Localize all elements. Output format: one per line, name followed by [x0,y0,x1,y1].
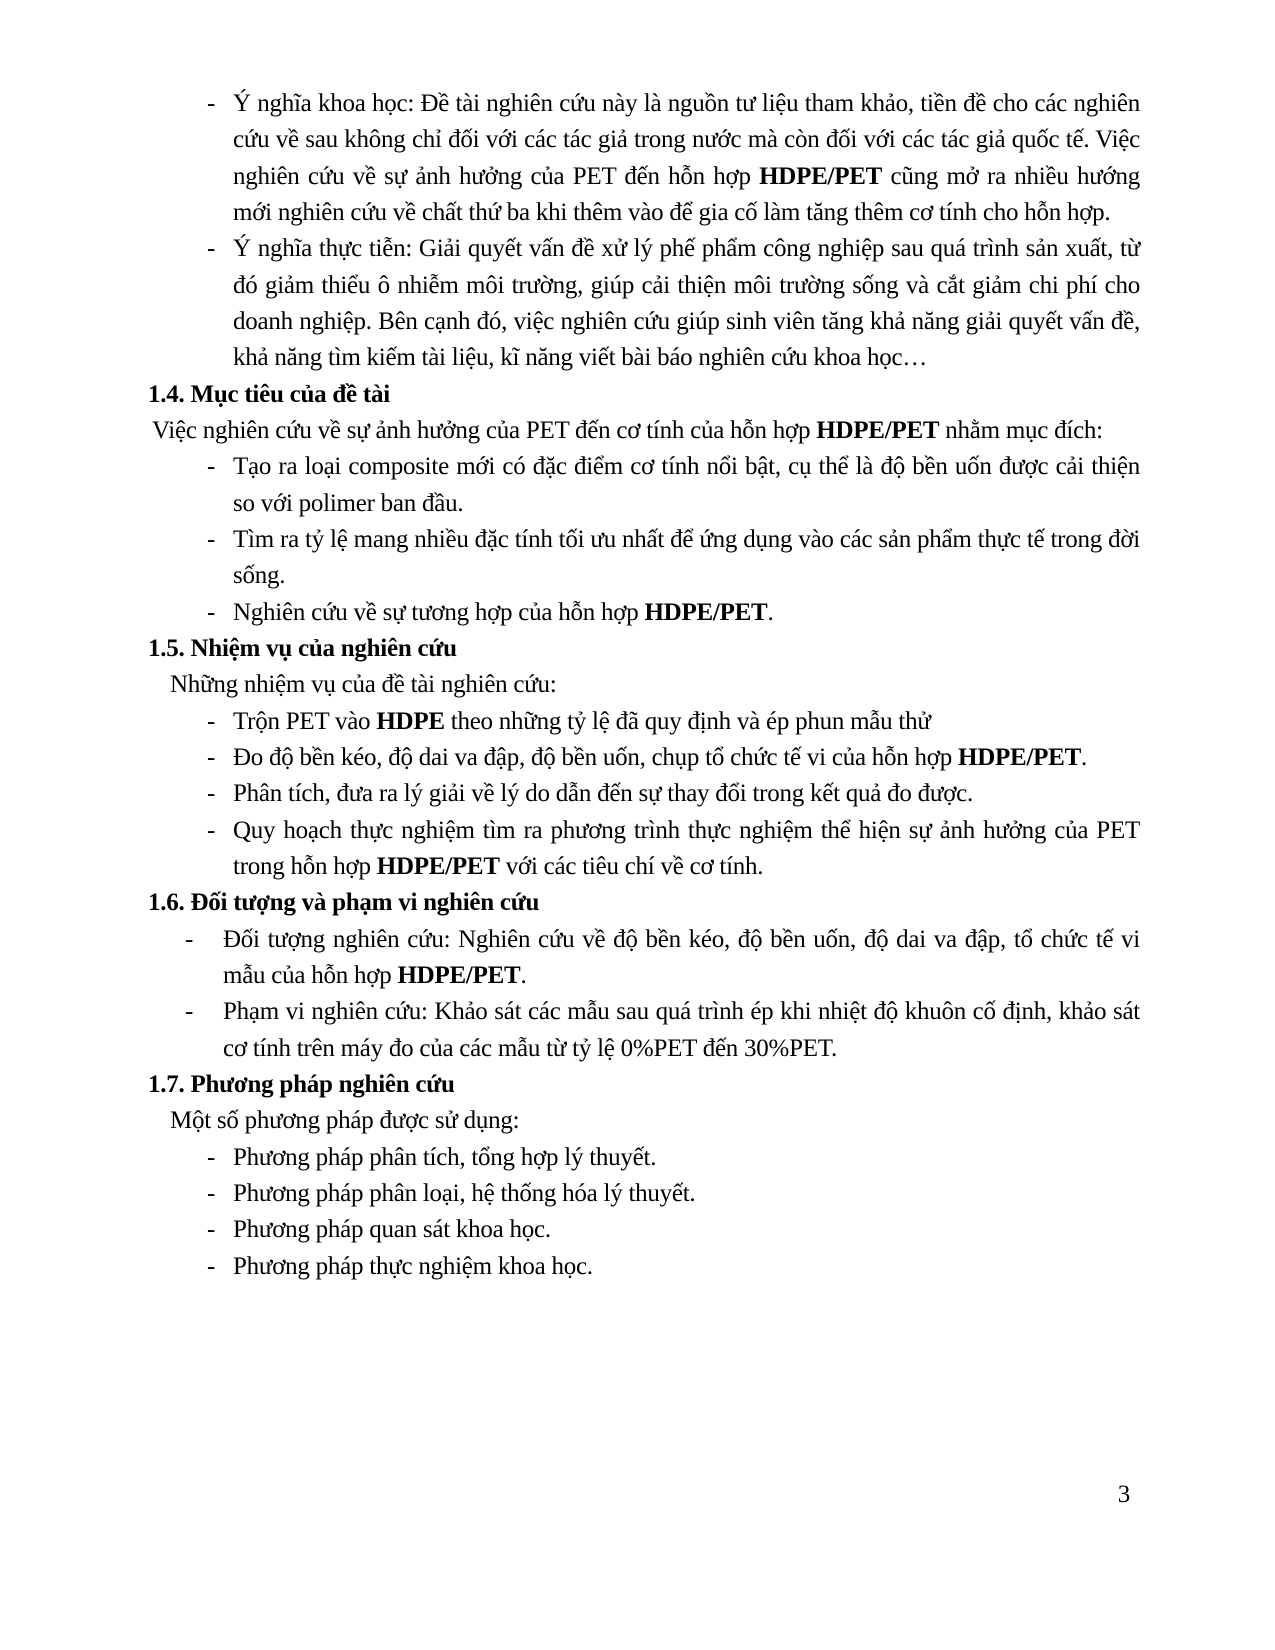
bold-term: HDPE/PET [816,416,940,444]
bullet-dash: - [207,90,216,117]
bullet-dash: - [207,816,216,844]
bullet-text: Phương pháp phân tích, tổng hợp lý thuyết. [233,1143,657,1171]
bullet-dash: - [207,1143,216,1171]
bullet-text: Phân tích, đưa ra lý giải về lý do dẫn đến sự thay đổi trong kết quả đo được. [233,780,974,808]
bullet-text: Phương pháp thực nghiệm khoa học. [233,1252,593,1280]
page-number: 3 [1117,1481,1130,1508]
bullet-dash: - [207,1216,216,1244]
bold-term: HDPE/PET [759,162,883,190]
section-heading: 1.7. Phương pháp nghiên cứu [148,1070,455,1098]
bullet-dash: - [185,925,194,953]
bold-term: HDPE/PET [644,598,768,626]
bullet-item [140,813,1140,886]
bullet-item [140,1249,1140,1285]
document-body [140,86,1140,1285]
bullet-dash: - [207,598,216,626]
bullet-text: Tìm ra tỷ lệ mang nhiều đặc tính tối ưu nhất để ứng dụng vào các sản phẩm thực tế trong đời sống. [233,525,1140,590]
bullet-item [140,704,1140,740]
bullet-text: Nghiên cứu về sự tương hợp của hỗn hợp HDPE/PET. [233,598,774,626]
bullet-dash: - [207,1252,216,1280]
bullet-dash: - [207,707,216,735]
bullet-item [140,740,1140,776]
section-heading: 1.4. Mục tiêu của đề tài [148,380,390,408]
bullet-item [140,994,1140,1067]
paragraph: Những nhiệm vụ của đề tài nghiên cứu: [170,671,557,699]
bullet-dash: - [207,453,216,481]
bullet-item [140,1176,1140,1212]
bullet-dash: - [185,998,194,1026]
bullet-dash: - [207,743,216,771]
bullet-item [140,231,1140,376]
bullet-item [140,1212,1140,1248]
paragraph: Một số phương pháp được sử dụng: [170,1107,520,1135]
bullet-text: Đối tượng nghiên cứu: Nghiên cứu về độ bền kéo, độ bền uốn, độ dai va đập, tổ chức tế vi mẫu của hỗn hợp HDPE/PET. [223,925,1140,989]
bullet-item [140,776,1140,812]
bullet-dash: - [207,780,216,808]
bullet-text: Trộn PET vào HDPE theo những tỷ lệ đã quy định và ép phun mẫu thử [233,707,931,735]
bullet-item [140,449,1140,522]
bullet-item [140,595,1140,631]
bullet-text: Ý nghĩa thực tiễn: Giải quyết vấn đề xử lý phế phẩm công nghiệp sau quá trình sản xuất, từ đó giảm thiểu ô nhiễm môi trường, giúp cải thiện môi trường sống và cắt giảm chi phí cho doanh nghiệp. Bên cạnh đó, việc nghiên cứu giúp sinh viên tăng khả năng giải quyết vấn đề, khả năng tìm kiếm tài liệu, kĩ năng viết bài báo nghiên cứu khoa học… [233,235,1140,372]
section-heading: 1.6. Đối tượng và phạm vi nghiên cứu [148,889,540,917]
bullet-dash: - [207,525,216,553]
bullet-text: Phương pháp phân loại, hệ thống hóa lý thuyết. [233,1179,696,1207]
bullet-dash: - [207,235,216,263]
bold-term: HDPE [376,707,445,735]
bullet-item [140,522,1140,595]
bullet-item [140,86,1140,231]
bullet-text: Phạm vi nghiên cứu: Khảo sát các mẫu sau quá trình ép khi nhiệt độ khuôn cố định, khảo sát cơ tính trên máy đo của các mẫu từ tỷ lệ 0%PET đến 30%PET. [223,998,1140,1062]
bold-term: HDPE/PET [397,961,521,989]
section-heading: 1.5. Nhiệm vụ của nghiên cứu [148,634,457,662]
bullet-text: Đo độ bền kéo, độ dai va đập, độ bền uốn, chụp tổ chức tế vi của hỗn hợp HDPE/PET. [233,743,1088,771]
paragraph: Việc nghiên cứu về sự ảnh hưởng của PET đến cơ tính của hỗn hợp HDPE/PET nhằm mục đích: [152,416,1103,444]
bullet-text: Ý nghĩa khoa học: Đề tài nghiên cứu này là nguồn tư liệu tham khảo, tiền đề cho các nghiên cứu về sau không chỉ đối với các tác giả trong nước mà còn đối với các tác giả quốc tế. Việc nghiên cứu về sự ảnh hưởng của PET đến hỗn hợp HDPE/PET cũng mở ra nhiều hướng mới nghiên cứu về chất thứ ba khi thêm vào để gia cố làm tăng thêm cơ tính cho hỗn hợp. [233,90,1140,226]
bullet-text: Quy hoạch thực nghiệm tìm ra phương trình thực nghiệm thể hiện sự ảnh hưởng của PET trong hỗn hợp HDPE/PET với các tiêu chí về cơ tính. [233,816,1140,880]
bullet-dash: - [207,1179,216,1207]
bullet-item [140,1140,1140,1176]
bullet-text: Phương pháp quan sát khoa học. [233,1216,551,1244]
bullet-item [140,922,1140,995]
bullet-text: Tạo ra loại composite mới có đặc điểm cơ tính nổi bật, cụ thể là độ bền uốn được cải thiện so với polimer ban đầu. [233,453,1140,517]
bold-term: HDPE/PET [958,743,1082,771]
bold-term: HDPE/PET [376,852,500,880]
